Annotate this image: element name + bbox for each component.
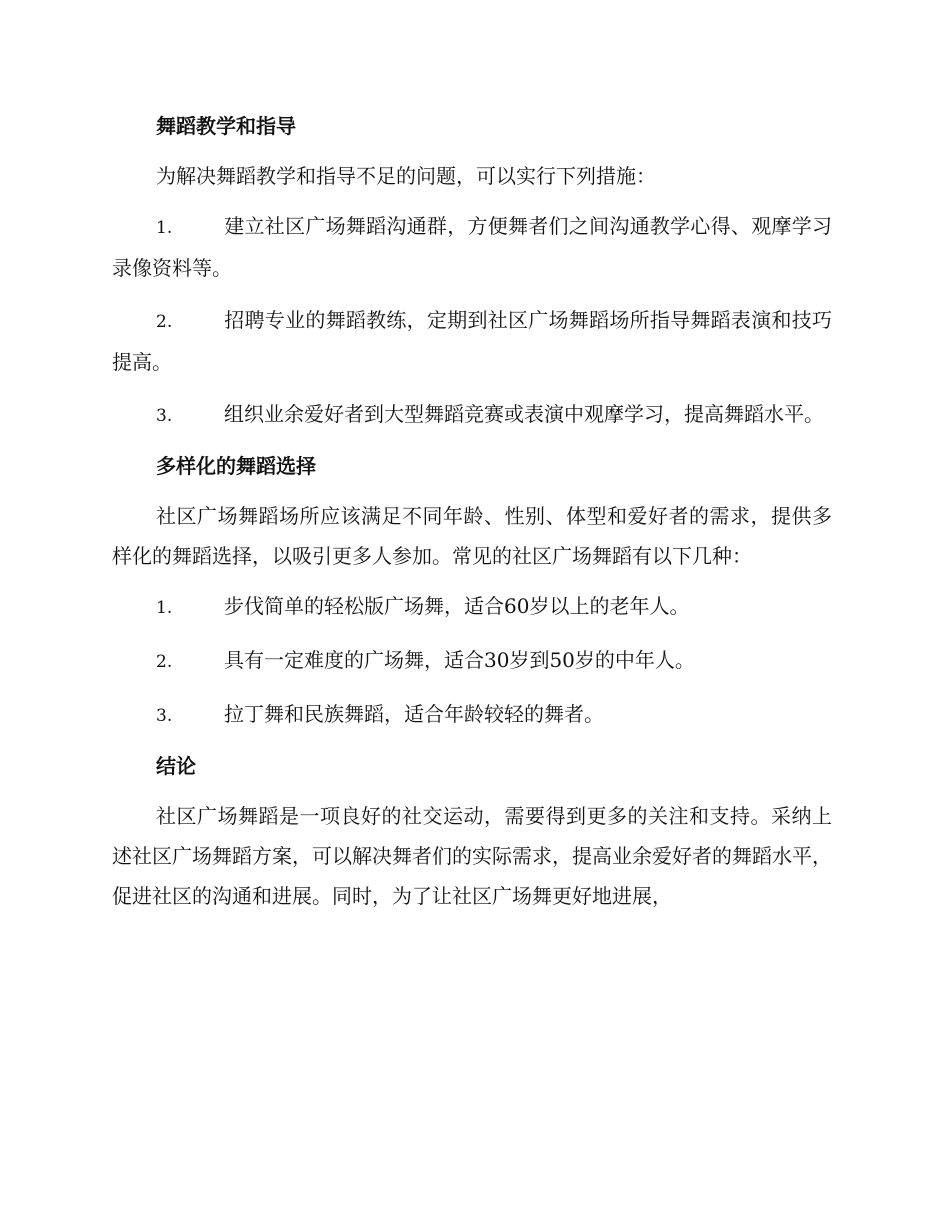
document-body <box>112 108 832 926</box>
list-number: 1. <box>156 218 173 238</box>
variety-list-item <box>112 586 832 628</box>
list-item-text: 步伐简单的轻松版广场舞，适合60岁以上的老年人。 <box>224 594 690 618</box>
teaching-list-item <box>112 300 832 382</box>
conclusion-paragraph: 社区广场舞蹈是一项良好的社交运动，需要得到更多的关注和支持。采纳上述社区广场舞蹈方案，可以解决舞者们的实际需求，提高业余爱好者的舞蹈水平，促进社区的沟通和进展。同时，为了让社区广场舞更好地进展， <box>112 804 832 908</box>
teaching-intro-paragraph: 为解决舞蹈教学和指导不足的问题，可以实行下列措施： <box>156 164 656 188</box>
teaching-list-item <box>112 206 832 288</box>
list-number: 2. <box>156 312 173 332</box>
list-item-text: 组织业余爱好者到大型舞蹈竞赛或表演中观摩学习，提高舞蹈水平。 <box>224 402 824 426</box>
list-item-text: 招聘专业的舞蹈教练，定期到社区广场舞蹈场所指导舞蹈表演和技巧提高。 <box>112 308 832 374</box>
variety-intro-paragraph: 社区广场舞蹈场所应该满足不同年龄、性别、体型和爱好者的需求，提供多样化的舞蹈选择，以吸引更多人参加。常见的社区广场舞蹈有以下几种： <box>112 504 832 568</box>
section-heading-variety: 多样化的舞蹈选择 <box>156 454 316 478</box>
list-number: 2. <box>156 652 173 672</box>
section-heading-conclusion: 结论 <box>156 754 196 778</box>
list-number: 3. <box>156 406 173 426</box>
list-number: 3. <box>156 706 173 726</box>
section-heading-teaching: 舞蹈教学和指导 <box>156 114 296 138</box>
variety-list-item <box>112 640 832 682</box>
teaching-list-item <box>112 394 832 436</box>
list-item-text: 拉丁舞和民族舞蹈，适合年龄较轻的舞者。 <box>224 702 604 726</box>
list-number: 1. <box>156 598 173 618</box>
list-item-text: 具有一定难度的广场舞，适合30岁到50岁的中年人。 <box>224 648 695 672</box>
variety-list-item <box>112 694 832 736</box>
list-item-text: 建立社区广场舞蹈沟通群，方便舞者们之间沟通教学心得、观摩学习录像资料等。 <box>112 214 832 280</box>
